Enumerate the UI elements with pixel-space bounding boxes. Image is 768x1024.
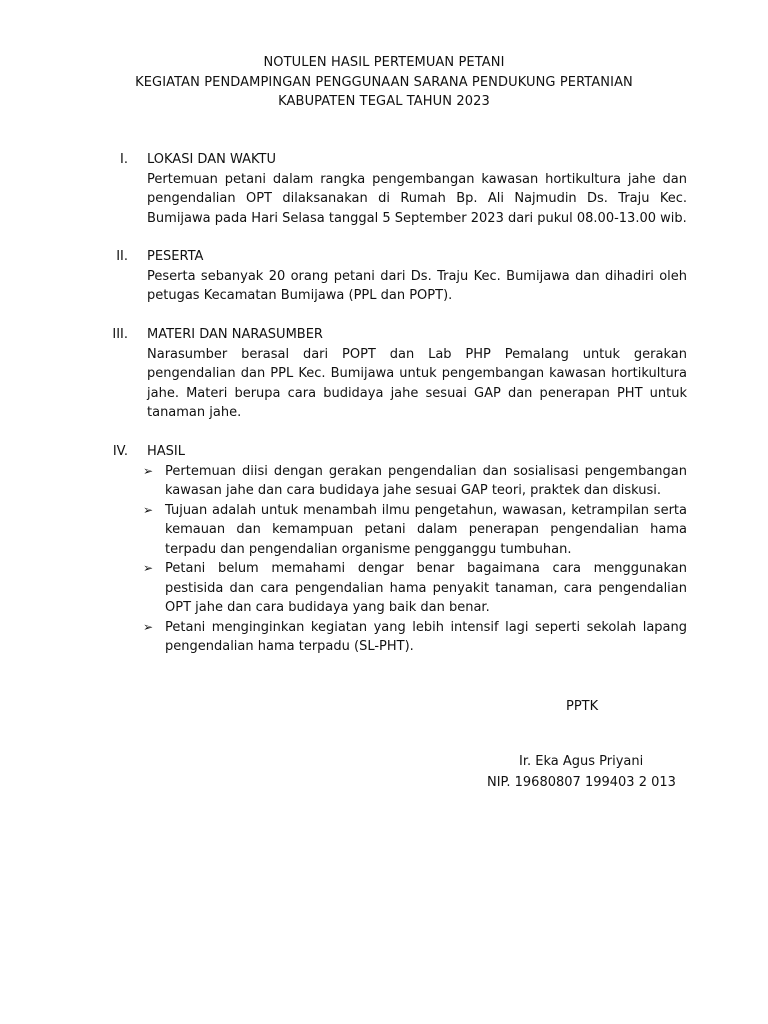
section-number: II.: [116, 249, 128, 264]
signature-role: PPTK: [566, 699, 599, 714]
list-item: [143, 618, 687, 657]
document-header: [0, 53, 768, 112]
signature-nip: NIP. 19680807 199403 2 013: [487, 775, 676, 790]
section-text: Narasumber berasal dari POPT dan Lab PHP Pemalang untuk gerakan pengendalian dan PPL Kec. Bumijawa untuk pengembangan kawasan hortikultura jahe. Materi berupa cara budidaya jahe sesuai GAP dan penerapan PHT untuk tanaman jahe.: [147, 346, 687, 420]
list-item-text: Tujuan adalah untuk menambah ilmu pengetahun, wawasan, ketrampilan serta kemauan dan kemampuan petani dalam penerapan pengendalian hama terpadu dan pengendalian organisme pengganggu tumbuhan.: [165, 502, 687, 557]
section-number: IV.: [112, 444, 128, 459]
arrow-bullet-icon: ➢: [143, 619, 154, 634]
section-heading: LOKASI DAN WAKTU: [147, 152, 276, 167]
signature-name: Ir. Eka Agus Priyani: [519, 754, 644, 769]
arrow-bullet-icon: ➢: [143, 502, 154, 517]
arrow-bullet-icon: ➢: [143, 561, 154, 575]
section-heading: MATERI DAN NARASUMBER: [147, 327, 323, 342]
list-item-text: Petani menginginkan kegiatan yang lebih intensif lagi seperti sekolah lapang pengendalian hama terpadu (SL-PHT).: [165, 619, 687, 654]
section-text: Pertemuan petani dalam rangka pengembangan kawasan hortikultura jahe dan pengendalian OPT dilaksanakan di Rumah Bp. Ali Najmudin Ds. Traju Kec. Bumijawa pada Hari Selasa tanggal 5 September 2023 dari pukul 08.00-13.00 wib.: [147, 171, 687, 226]
section-number: III.: [112, 327, 128, 342]
section-text: Peserta sebanyak 20 orang petani dari Ds. Traju Kec. Bumijawa dan dihadiri oleh petugas Kecamatan Bumijawa (PPL dan POPT).: [147, 268, 687, 303]
list-item: [143, 559, 687, 618]
list-item: [143, 462, 687, 501]
list-item: [143, 501, 687, 560]
list-item-text: Petani belum memahami dengar benar bagaimana cara menggunakan pestisida dan cara pengendalian hama penyakit tanaman, cara pengendalian OPT jahe dan cara budidaya yang baik dan benar.: [165, 561, 687, 615]
arrow-bullet-icon: ➢: [143, 463, 154, 478]
header-subtitle: KEGIATAN PENDAMPINGAN PENGGUNAAN SARANA PENDUKUNG PERTANIAN: [135, 74, 633, 90]
header-title: NOTULEN HASIL PERTEMUAN PETANI: [263, 55, 505, 70]
header-region-year: KABUPATEN TEGAL TAHUN 2023: [278, 94, 490, 109]
section-heading: PESERTA: [147, 249, 204, 264]
results-list: [143, 462, 687, 657]
list-item-text: Pertemuan diisi dengan gerakan pengendalian dan sosialisasi pengembangan kawasan jahe dan cara budidaya jahe sesuai GAP teori, praktek dan diskusi.: [165, 463, 687, 498]
section-heading: HASIL: [147, 444, 185, 459]
section-number: I.: [120, 152, 128, 167]
